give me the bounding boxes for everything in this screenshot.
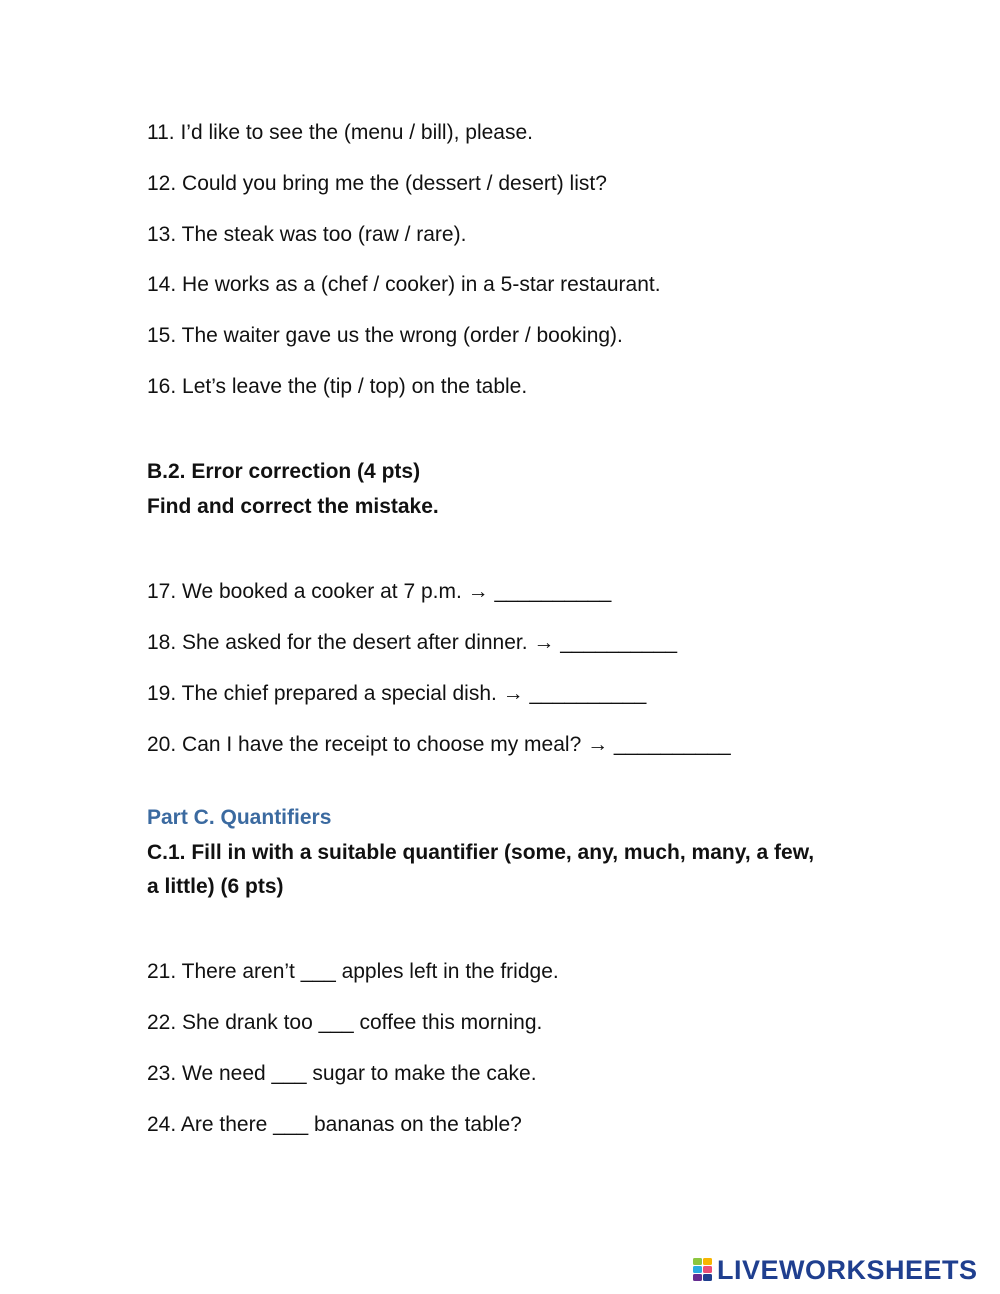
section-b2-heading: B.2. Error correction (4 pts) bbox=[147, 460, 421, 483]
question-13: 13. The steak was too (raw / rare). bbox=[147, 223, 467, 246]
question-20: 20. Can I have the receipt to choose my meal? → __________ bbox=[147, 733, 731, 756]
liveworksheets-logo-text: LIVEWORKSHEETS bbox=[717, 1255, 978, 1285]
question-17: 17. We booked a cooker at 7 p.m. → __________ bbox=[147, 580, 612, 603]
section-c1-heading-line1: C.1. Fill in with a suitable quantifier (some, any, much, many, a few, bbox=[147, 841, 815, 864]
question-21: 21. There aren’t ___ apples left in the fridge. bbox=[147, 960, 559, 983]
question-11: 11. I’d like to see the (menu / bill), please. bbox=[147, 121, 533, 144]
part-c-title: Part C. Quantifiers bbox=[147, 806, 332, 829]
question-15: 15. The waiter gave us the wrong (order / booking). bbox=[147, 324, 623, 347]
question-23: 23. We need ___ sugar to make the cake. bbox=[147, 1062, 537, 1085]
liveworksheets-logo bbox=[693, 1256, 978, 1284]
question-14: 14. He works as a (chef / cooker) in a 5-star restaurant. bbox=[147, 273, 661, 296]
question-18: 18. She asked for the desert after dinner. → __________ bbox=[147, 631, 678, 654]
question-22: 22. She drank too ___ coffee this morning. bbox=[147, 1011, 543, 1034]
question-12: 12. Could you bring me the (dessert / desert) list? bbox=[147, 172, 607, 195]
section-b2-instruction: Find and correct the mistake. bbox=[147, 495, 439, 518]
question-24: 24. Are there ___ bananas on the table? bbox=[147, 1113, 522, 1136]
question-19: 19. The chief prepared a special dish. → __________ bbox=[147, 682, 647, 705]
liveworksheets-logo-icon bbox=[693, 1258, 713, 1282]
question-16: 16. Let’s leave the (tip / top) on the table. bbox=[147, 375, 528, 398]
section-c1-heading-line2: a little) (6 pts) bbox=[147, 875, 284, 898]
